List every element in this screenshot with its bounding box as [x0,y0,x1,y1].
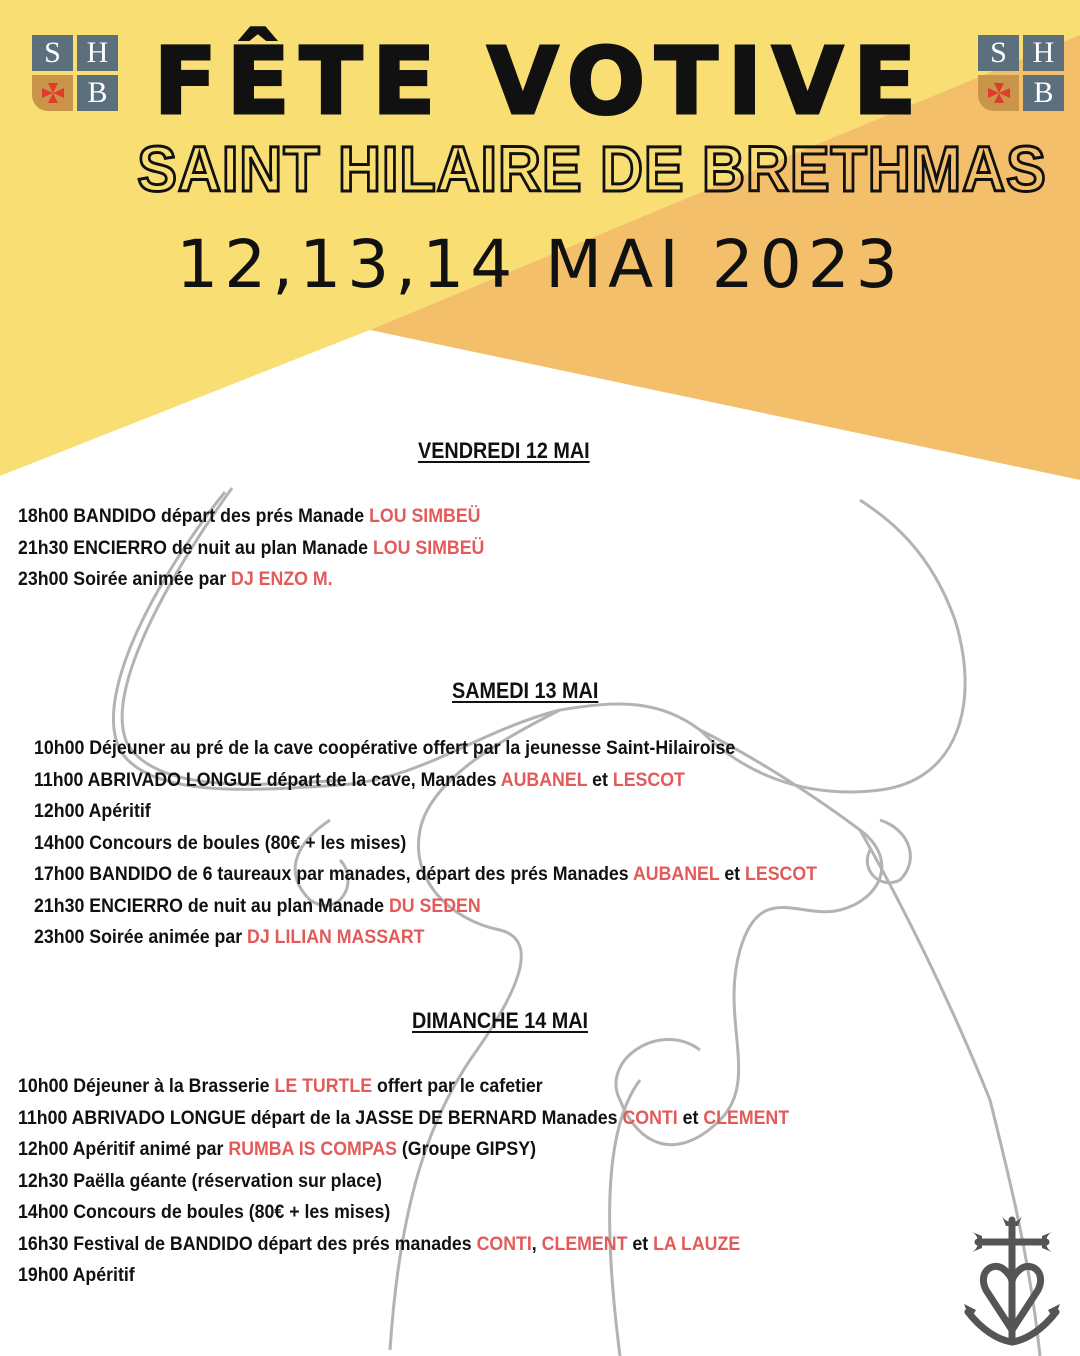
town-name: SAINT HILAIRE DE BRETHMAS [137,133,1047,205]
event-text: 11h00 ABRIVADO LONGUE départ de la JASSE DE BERNARD Manades [18,1106,623,1129]
highlight-name: AUBANEL [632,863,720,885]
event-text: 19h00 Apéritif [18,1264,135,1286]
program-event [18,568,333,591]
logo-letter-b: B [1023,75,1064,111]
logo-letter-h: H [77,35,118,71]
event-text: 12h00 Apéritif animé par [18,1138,229,1160]
program-event [18,1138,536,1161]
program-event [34,895,481,918]
event-text: (Groupe GIPSY) [396,1138,536,1160]
highlight-name: LA LAUZE [653,1232,741,1255]
program-event [34,737,735,760]
event-text: 17h00 BANDIDO de 6 taureaux par manades, départ des prés Manades [34,863,633,885]
highlight-name: LESCOT [745,863,818,885]
program-event [34,863,817,886]
program-event [18,537,484,560]
event-text: 14h00 Concours de boules (80€ + les mises) [18,1201,391,1223]
program-event [18,1201,390,1224]
event-text: et [719,863,746,885]
highlight-name: DJ LILIAN MASSART [247,926,425,948]
event-text: 12h00 Apéritif [34,800,151,822]
event-text: 21h30 ENCIERRO de nuit au plan Manade [18,536,373,559]
event-text: et [587,768,613,791]
program-event [18,505,480,528]
highlight-name: CONTI [476,1232,532,1255]
program-event [18,1107,789,1130]
day-heading: SAMEDI 13 MAI [452,678,599,703]
highlight-name: LESCOT [612,768,685,791]
event-text: 18h00 BANDIDO départ des prés Manade [18,505,370,527]
highlight-name: LE TURTLE [274,1075,373,1097]
program-event [18,1075,543,1098]
highlight-name: CLEMENT [541,1232,628,1255]
event-text: et [677,1106,704,1129]
highlight-name: DJ ENZO M. [231,568,333,590]
day-heading: VENDREDI 12 MAI [418,438,590,463]
event-text: 12h30 Paëlla géante (réservation sur place) [18,1169,382,1192]
highlight-name: DU SEDEN [388,894,481,917]
logo-letter-b: B [77,75,118,111]
program-event [18,1264,135,1287]
event-text: 16h30 Festival de BANDIDO départ des prés manades [18,1232,477,1255]
program-event [34,800,151,823]
highlight-name: LOU SIMBEÜ [369,505,481,527]
event-text: 23h00 Soirée animée par [18,568,232,590]
event-text: 14h00 Concours de boules (80€ + les mises) [34,831,407,854]
highlight-name: RUMBA IS COMPAS [228,1138,397,1160]
event-text: 10h00 Déjeuner à la Brasserie [18,1075,275,1097]
program-event [34,926,425,949]
event-text: 21h30 ENCIERRO de nuit au plan Manade [34,894,389,917]
page-title: FÊTE VOTIVE [153,28,927,135]
event-text: et [627,1232,654,1255]
program-event [34,769,685,792]
day-heading: DIMANCHE 14 MAI [412,1008,589,1033]
highlight-name: CLEMENT [703,1106,790,1129]
camargue-cross-icon [962,1212,1062,1352]
logo-letter-h: H [1023,35,1064,71]
highlight-name: CONTI [622,1106,678,1129]
event-text: 23h00 Soirée animée par [34,926,248,948]
program-event [18,1170,382,1193]
highlight-name: LOU SIMBEÜ [372,536,485,559]
event-text: 10h00 Déjeuner au pré de la cave coopérative offert par la jeunesse Saint-Hilairoise [34,737,736,759]
event-text: 11h00 ABRIVADO LONGUE départ de la cave, Manades [34,768,501,791]
logo-letter-s: S [32,35,73,71]
highlight-name: AUBANEL [500,768,588,791]
event-dates: 12,13,14 MAI 2023 [176,226,904,303]
program-event [18,1233,740,1256]
logo-letter-s: S [978,35,1019,71]
program-event [34,832,406,855]
event-text: offert par le cafetier [372,1075,543,1097]
event-text: , [531,1232,542,1255]
